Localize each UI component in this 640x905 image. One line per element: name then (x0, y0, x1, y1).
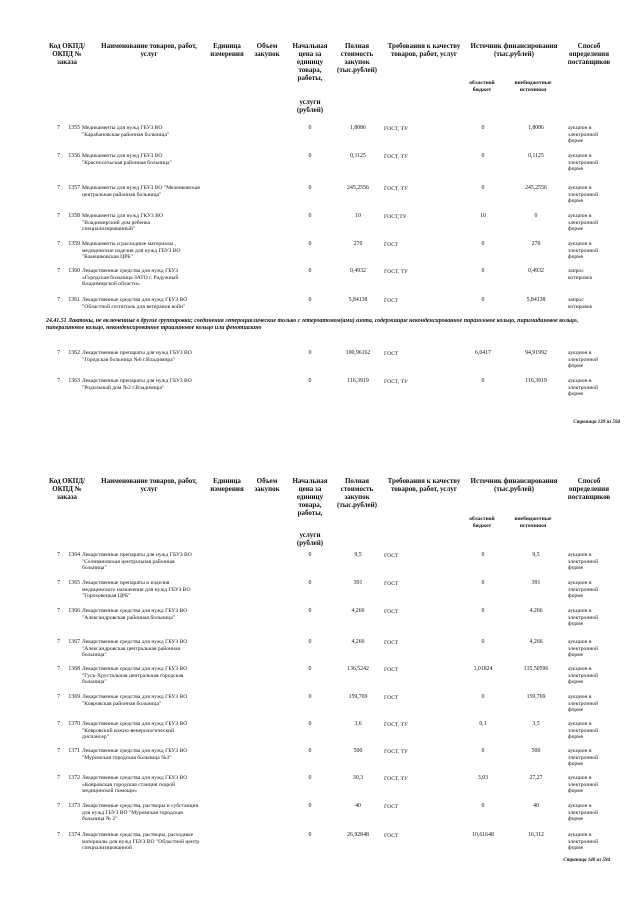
row-total: 100,96162 (345, 350, 371, 356)
header-total: Полная стоимость закупок (тыс.рублей) (336, 42, 378, 74)
row-order-number: 1361 (68, 297, 80, 303)
row-okpd: 7 (57, 125, 60, 131)
row-regional-budget: 0 (481, 241, 485, 247)
row-requirements: ГОСТ (384, 297, 399, 304)
row-total: 30,3 (352, 775, 364, 781)
row-okpd: 7 (57, 552, 60, 558)
row-extra-sources: 391 (531, 580, 541, 586)
row-name: Лекарственные препараты и изделия медицинского назначения для нужд ГБУЗ ВО "Гороховецкая ЦРБ" (82, 580, 191, 600)
row-name: Медикаменты для нужд ГБУЗ ВО "Красносельская районная больница" (82, 153, 172, 166)
row-okpd: 7 (57, 608, 60, 614)
header-regional: областной бюджет (469, 80, 495, 93)
row-method: аукцион в электронной форме (568, 125, 599, 145)
row-requirements: ГОСТ,ТУ (384, 213, 407, 220)
row-extra-sources: 0 (534, 213, 538, 219)
row-extra-sources: 9,5 (532, 552, 540, 558)
row-total: 40 (355, 803, 361, 809)
row-initial-price: 0 (308, 832, 312, 838)
row-method: аукцион в электронной форме (568, 608, 599, 628)
row-name: Лекарственные средства для нужд ГБУЗ ВО "Муромская городская больница №3" (82, 748, 188, 761)
row-extra-sources: 0,1125 (528, 153, 544, 159)
row-total: 3,6 (354, 721, 362, 727)
header-services-word-2: услуги (299, 531, 321, 539)
row-name: Лекарственные средства для нужд ГБУЗ ВО "Александровская центральная районная больница" (82, 639, 188, 659)
row-regional-budget: 0 (481, 803, 485, 809)
row-order-number: 1359 (68, 241, 80, 247)
row-initial-price: 0 (308, 608, 312, 614)
row-regional-budget: 10,61648 (472, 832, 494, 838)
header-initial-price: Начальная цена за единицу товара, работы, (292, 42, 328, 82)
row-requirements: ГОСТ, ТУ (384, 775, 408, 782)
row-okpd: 7 (57, 666, 60, 672)
row-order-number: 1372 (68, 775, 80, 781)
row-initial-price: 0 (308, 775, 312, 781)
row-requirements: ГОСТ, ТУ (384, 268, 408, 275)
row-extra-sources: 159,769 (526, 694, 546, 700)
header-source-2: Источник финансирования (тыс.рублей) (470, 477, 558, 493)
row-regional-budget: 0 (481, 153, 485, 159)
row-requirements: ГОСТ (384, 832, 399, 839)
row-requirements: ГОСТ, ТУ (384, 153, 408, 160)
row-total: 136,5242 (347, 666, 369, 672)
row-okpd: 7 (57, 580, 60, 586)
row-initial-price: 0 (308, 748, 312, 754)
row-regional-budget: 0 (481, 297, 485, 303)
row-initial-price: 0 (308, 241, 312, 247)
row-initial-price: 0 (308, 185, 312, 191)
row-name: Медикаменты для нужд ГКУЗ ВО "Владимирский дом ребенка специализированный" (82, 213, 164, 233)
row-requirements: ГОСТ, ТУ (384, 721, 408, 728)
row-total: 0,1125 (350, 153, 366, 159)
row-okpd: 7 (57, 803, 60, 809)
row-initial-price: 0 (308, 153, 312, 159)
row-regional-budget: 10 (480, 213, 486, 219)
row-initial-price: 0 (308, 580, 312, 586)
row-method: аукцион в электронной форме (568, 666, 599, 686)
header-code-2: Код ОКПД/ ОКПД № заказа (48, 477, 86, 501)
row-okpd: 7 (57, 241, 60, 247)
row-extra-sources: 40 (533, 803, 539, 809)
row-name: Лекарственные средства для нужд ГБУЗ ВО "Ковровский кожно-венерологический диспансер" (82, 721, 188, 741)
row-initial-price: 0 (308, 721, 312, 727)
row-order-number: 1360 (68, 268, 80, 274)
row-regional-budget: 3,03 (477, 775, 489, 781)
row-total: 270 (353, 241, 363, 247)
row-requirements: ГОСТ (384, 803, 399, 810)
row-extra-sources: 270 (531, 241, 541, 247)
row-name: Лекарственные препараты для нужд ГБУЗ ВО "Родильный дом №2 г.Владимира" (82, 378, 192, 391)
row-method: аукцион в электронной форме (568, 213, 599, 233)
row-name: Лекарственные средства для нужд ГБУЗ «Городская больница ЗАТО г. Радужный Владимирской области» (82, 268, 179, 288)
row-total: 500 (353, 748, 363, 754)
header-source: Источник финансирования (тыс.рублей) (470, 42, 558, 58)
page-number-140: Страница 140 из 594 (563, 858, 610, 863)
row-name: Медикаменты и расходные материалы , медицинские изделия для нужд ГБУЗ ВО "Камешковская ЦРБ" (82, 241, 181, 261)
row-total: 1,8086 (350, 125, 366, 131)
row-extra-sources: 27,27 (529, 775, 543, 781)
row-okpd: 7 (57, 775, 60, 781)
row-total: 4,266 (351, 608, 365, 614)
row-extra-sources: 5,84138 (526, 297, 546, 303)
row-name: Медикаменты для нужд ГБУЗ ВО "Меленковская центральная районная больница" (82, 185, 200, 198)
row-extra-sources: 116,3919 (525, 378, 547, 384)
row-regional-budget: 0 (481, 125, 485, 131)
row-regional-budget: 0 (481, 268, 485, 274)
row-total: 0,4932 (350, 268, 366, 274)
row-requirements: ГОСТ, ТУ (384, 748, 408, 755)
row-initial-price: 0 (308, 378, 312, 384)
header-unit-2: Единица измерения (210, 477, 244, 493)
row-requirements: ГОСТ (384, 580, 399, 587)
row-order-number: 1369 (68, 694, 80, 700)
row-order-number: 1373 (68, 803, 80, 809)
row-method: аукцион в электронной форме (568, 241, 599, 261)
row-total: 26,92848 (347, 832, 369, 838)
row-order-number: 1362 (68, 350, 80, 356)
row-requirements: ГОСТ (384, 241, 399, 248)
row-regional-budget: 0,1 (479, 721, 487, 727)
row-method: аукцион в электронной форме (568, 639, 599, 659)
row-total: 116,3919 (347, 378, 369, 384)
row-total: 245,2556 (347, 185, 369, 191)
row-okpd: 7 (57, 832, 60, 838)
row-initial-price: 0 (308, 552, 312, 558)
row-requirements: ГОСТ (384, 350, 399, 357)
header-total-2: Полная стоимость закупок (тыс.рублей) (336, 477, 378, 509)
row-regional-budget: 0 (481, 185, 485, 191)
row-total: 159,769 (348, 694, 368, 700)
header-req-2: Требования к качеству товаров, работ, услуг (387, 477, 461, 493)
row-order-number: 1363 (68, 378, 80, 384)
row-order-number: 1374 (68, 832, 80, 838)
header-method: Способ определения поставщиков (567, 42, 611, 66)
row-regional-budget: 6,0417 (475, 350, 491, 356)
row-total: 391 (353, 580, 363, 586)
row-initial-price: 0 (308, 213, 312, 219)
row-name: Лекарственные препараты для нужд ГБУЗ ВО "Селивановская центральная районная больница" (82, 552, 192, 572)
row-total: 5,84138 (348, 297, 368, 303)
header-name-2: Наименование товаров, работ, услуг (101, 477, 197, 493)
row-name: Лекарственные средства для нужд ГБУЗ ВО «Ковровская городская станция скорой медицинской помощи» (82, 775, 188, 795)
row-order-number: 1357 (68, 185, 80, 191)
header-volume-2: Объем закупок (254, 477, 280, 493)
row-name: Медикаменты для нужд ГБУЗ ВО "Карабановская районная больница" (82, 125, 170, 138)
row-order-number: 1364 (68, 552, 80, 558)
row-name: Лекарственные средства, растворы, расходные материалы для нужд ГБУЗ ВО "Областной центр специализированной (82, 832, 200, 852)
row-okpd: 7 (57, 153, 60, 159)
row-okpd: 7 (57, 185, 60, 191)
row-okpd: 7 (57, 721, 60, 727)
page-number-139: Страница 139 из 594 (573, 420, 620, 425)
row-order-number: 1370 (68, 721, 80, 727)
row-name: Лекарственные средства для нужд ГБУЗ ВО "Областной госпиталь для ветеранов войн" (82, 297, 188, 310)
row-method: аукцион в электронной форме (568, 378, 599, 398)
row-extra-sources: 3,5 (532, 721, 540, 727)
row-regional-budget: 0 (481, 608, 485, 614)
row-order-number: 1358 (68, 213, 80, 219)
header-regional-2: областной бюджет (469, 516, 495, 529)
row-okpd: 7 (57, 268, 60, 274)
row-extra-sources: 135,50596 (523, 666, 549, 672)
row-extra-sources: 4,266 (529, 608, 543, 614)
row-regional-budget: 0 (481, 639, 485, 645)
row-okpd: 7 (57, 350, 60, 356)
row-extra-sources: 245,2556 (525, 185, 547, 191)
row-requirements: ГОСТ (384, 608, 399, 615)
row-initial-price: 0 (308, 803, 312, 809)
row-requirements: ГОСТ, ТУ (384, 378, 408, 385)
row-requirements: ГОСТ (384, 694, 399, 701)
row-order-number: 1365 (68, 580, 80, 586)
row-regional-budget: 0 (481, 694, 485, 700)
row-total: 10 (355, 213, 361, 219)
row-extra-sources: 94,91992 (525, 350, 547, 356)
row-requirements: ГОСТ, ТУ (384, 125, 408, 132)
row-total: 4,266 (351, 639, 365, 645)
row-okpd: 7 (57, 694, 60, 700)
header-volume: Объем закупок (254, 42, 280, 58)
header-rub-2: (рублей) (296, 539, 324, 547)
header-services-word: услуги (299, 98, 321, 106)
row-method: аукцион в электронной форме (568, 153, 599, 173)
row-method: аукцион в электронной форме (568, 721, 599, 741)
row-order-number: 1367 (68, 639, 80, 645)
row-method: запрос котировок (568, 268, 593, 281)
row-regional-budget: 0 (481, 378, 485, 384)
row-method: аукцион в электронной форме (568, 185, 599, 205)
row-name: Лекарственные средства для нужд ГБУЗ ВО "Александровская районная больница" (82, 608, 188, 621)
row-method: запрос котировок (568, 297, 593, 310)
header-method-2: Способ определения поставщиков (567, 477, 611, 501)
row-name: Лекарственные средства, растворы и субстанции для нужд ГБУЗ ВО "Муромская городская больница № 2" (82, 803, 199, 823)
row-extra-sources: 0,4932 (528, 268, 544, 274)
row-total: 9,5 (354, 552, 362, 558)
row-regional-budget: 1,01824 (473, 666, 493, 672)
row-name: Лекарственные препараты для нужд ГБУЗ ВО "Городская больница №6 г.Владимира" (82, 350, 192, 363)
row-initial-price: 0 (308, 694, 312, 700)
row-method: аукцион в электронной форме (568, 552, 599, 572)
row-name: Лекарственные средства для нужд ГБУЗ ВО "Гусь-Хрустальная центральная городская больница" (82, 666, 188, 686)
row-extra-sources: 16,312 (528, 832, 544, 838)
row-name: Лекарственные средства для нужд ГБУЗ ВО "Ковровская районная больница" (82, 694, 188, 707)
row-regional-budget: 0 (481, 748, 485, 754)
row-extra-sources: 1,8086 (528, 125, 544, 131)
row-initial-price: 0 (308, 268, 312, 274)
row-requirements: ГОСТ (384, 666, 399, 673)
row-order-number: 1368 (68, 666, 80, 672)
row-method: аукцион в электронной форме (568, 694, 599, 714)
header-extra: внебюджетные источники (514, 80, 552, 93)
row-regional-budget: 0 (481, 580, 485, 586)
row-order-number: 1366 (68, 608, 80, 614)
row-order-number: 1371 (68, 748, 80, 754)
row-initial-price: 0 (308, 297, 312, 303)
row-initial-price: 0 (308, 639, 312, 645)
row-regional-budget: 0 (481, 552, 485, 558)
row-extra-sources: 500 (531, 748, 541, 754)
section-heading: 24.41.51 Лактоны, не включенные в другие группировки; соединения гетероциклические только с гетероатомом(ами) азота, содержащие неконденсированное пиразоловое кольцо, пиримидиновое кольцо, пиперазиновое кольцо, неконденсированное триазиновое кольцо или фенотиазино (46, 318, 579, 332)
row-method: аукцион в электронной форме (568, 803, 599, 823)
header-code: Код ОКПД/ ОКПД № заказа (48, 42, 86, 66)
row-requirements: ГОСТ (384, 552, 399, 559)
row-okpd: 7 (57, 297, 60, 303)
row-order-number: 1356 (68, 153, 80, 159)
row-initial-price: 0 (308, 350, 312, 356)
header-initial-price-2: Начальная цена за единицу товара, работы, (292, 477, 328, 517)
header-extra-2: внебюджетные источники (514, 516, 552, 529)
row-method: аукцион в электронной форме (568, 350, 599, 370)
row-requirements: ГОСТ, ТУ (384, 185, 408, 192)
row-initial-price: 0 (308, 125, 312, 131)
header-unit: Единица измерения (210, 42, 244, 58)
row-extra-sources: 4,266 (529, 639, 543, 645)
header-rub: (рублей) (296, 106, 324, 114)
row-method: аукцион в электронной форме (568, 832, 599, 852)
header-req: Требования к качеству товаров, работ, услуг (387, 42, 461, 58)
row-okpd: 7 (57, 378, 60, 384)
row-initial-price: 0 (308, 666, 312, 672)
row-method: аукцион в электронной форме (568, 748, 599, 768)
row-okpd: 7 (57, 213, 60, 219)
row-method: аукцион в электронной форме (568, 580, 599, 600)
row-method: аукцион в электронной форме (568, 775, 599, 795)
row-order-number: 1355 (68, 125, 80, 131)
row-requirements: ГОСТ (384, 639, 399, 646)
header-name: Наименование товаров, работ, услуг (101, 42, 197, 58)
row-okpd: 7 (57, 748, 60, 754)
row-okpd: 7 (57, 639, 60, 645)
